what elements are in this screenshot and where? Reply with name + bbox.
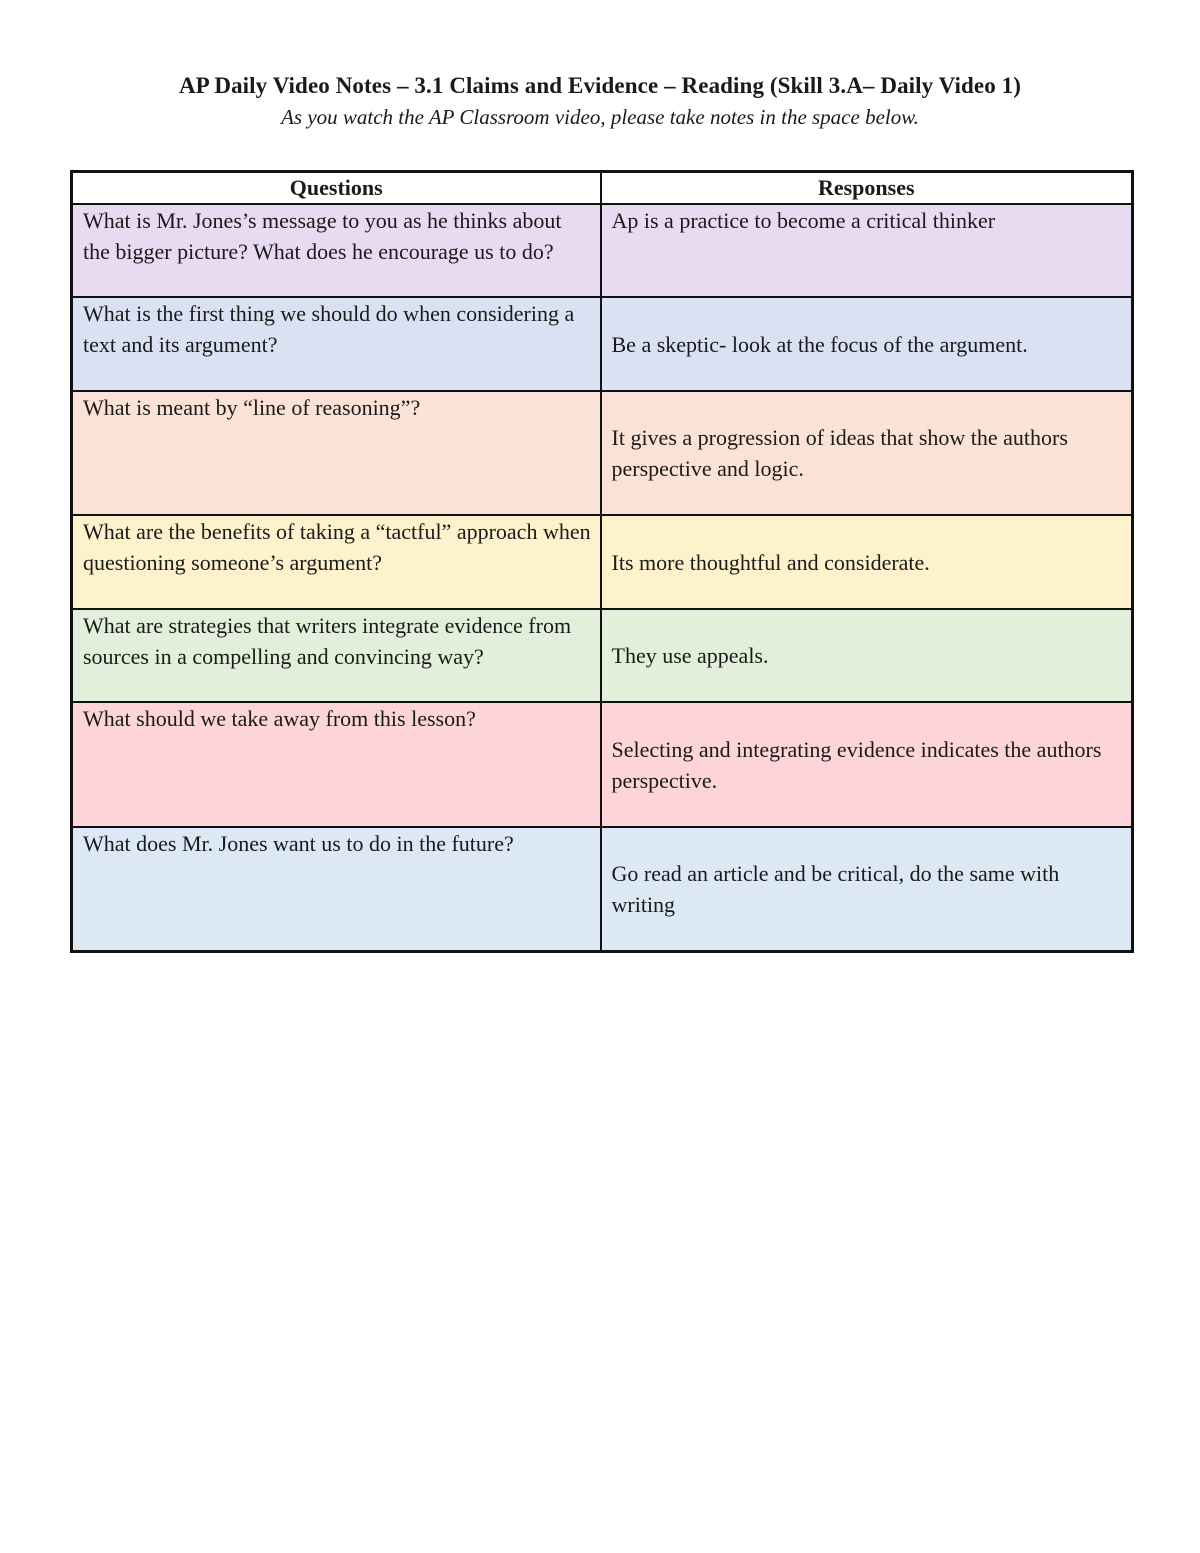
response-cell[interactable]: Ap is a practice to become a critical thinker: [601, 204, 1133, 297]
table-row: [72, 609, 1133, 702]
table-row: [72, 204, 1133, 297]
table-row: [72, 297, 1133, 391]
question-cell: What are the benefits of taking a “tactful” approach when questioning someone’s argument?: [72, 515, 601, 609]
table-row: [72, 391, 1133, 515]
page-header: [0, 70, 1200, 132]
response-cell[interactable]: Its more thoughtful and considerate.: [601, 515, 1133, 609]
document-title: AP Daily Video Notes – 3.1 Claims and Evidence – Reading (Skill 3.A– Daily Video 1): [178, 73, 1022, 98]
document-instructions: As you watch the AP Classroom video, please take notes in the space below.: [281, 105, 919, 129]
questions-column-header: Questions: [72, 172, 601, 205]
responses-column-header: Responses: [601, 172, 1133, 205]
question-cell: What should we take away from this lesson?: [72, 702, 601, 827]
response-cell[interactable]: Go read an article and be critical, do the same with writing: [601, 827, 1133, 951]
question-cell: What is the first thing we should do when considering a text and its argument?: [72, 297, 601, 391]
question-cell: What is Mr. Jones’s message to you as he thinks about the bigger picture? What does he encourage us to do?: [72, 204, 601, 297]
question-cell: What does Mr. Jones want us to do in the future?: [72, 827, 601, 951]
question-cell: What is meant by “line of reasoning”?: [72, 391, 601, 515]
table-header-row: [72, 172, 1133, 205]
response-cell[interactable]: They use appeals.: [601, 609, 1133, 702]
response-cell[interactable]: Be a skeptic- look at the focus of the argument.: [601, 297, 1133, 391]
table-row: [72, 515, 1133, 609]
response-cell[interactable]: It gives a progression of ideas that show the authors perspective and logic.: [601, 391, 1133, 515]
question-cell: What are strategies that writers integrate evidence from sources in a compelling and convincing way?: [72, 609, 601, 702]
notes-table: [70, 170, 1134, 953]
table-row: [72, 702, 1133, 827]
table-row: [72, 827, 1133, 951]
response-cell[interactable]: Selecting and integrating evidence indicates the authors perspective.: [601, 702, 1133, 827]
